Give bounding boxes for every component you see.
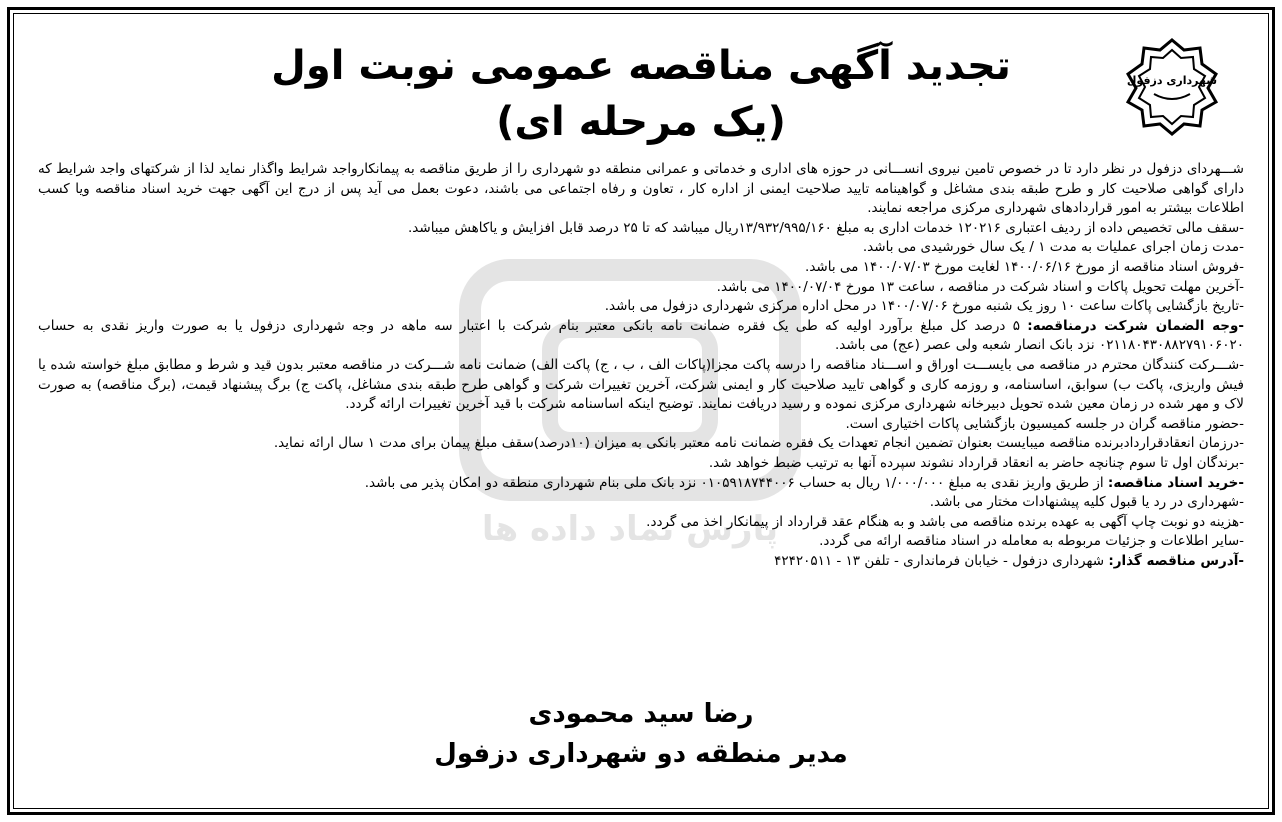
signature-name: رضا سید محمودی [528,699,754,729]
signature-title: مدیر منطقه دو شهرداری دزفول [434,739,848,769]
title-line-1: تجدید آگهی مناقصه عمومی نوبت اول [271,43,1011,89]
list-item: -سقف مالی تخصیص داده از ردیف اعتباری ۱۲۰۲۱۶ خدمات اداری به مبلغ ۱۳/۹۳۲/۹۹۵/۱۶۰ریال میباشد که تا ۲۵ درصد قابل افزایش و یاکاهش میباشد. [408,219,1244,236]
list-item: -خرید اسناد مناقصه: از طریق واریز نقدی به مبلغ ۱/۰۰۰/۰۰۰ ریال به حساب ۰۱۰۵۹۱۸۷۴۴۰۰۶ نزد بانک ملی بنام شهرداری منطقه دو امکان پذیر می باشد. [364,474,1244,491]
list-item: -سایر اطلاعات و جزئیات مربوطه به معامله در اسناد مناقصه ارائه می گردد. [819,533,1244,550]
watermark-text: پارس نماد داده ها [481,509,779,549]
list-item: -شهرداری در رد یا قبول کلیه پیشنهادات مختار می باشد. [929,494,1244,511]
list-item: -مدت زمان اجرای عملیات به مدت ۱ / یک سال خورشیدی می باشد. [862,239,1244,256]
list-item: -هزینه دو نوبت چاپ آگهی به عهده برنده مناقصه می باشد و به هنگام عقد قرارداد از پیمانکار اخذ می گردد. [646,513,1244,530]
list-item: -آخرین مهلت تحویل پاکات و اسناد شرکت در مناقصه ، ساعت ۱۳ مورخ ۱۴۰۰/۰۷/۰۴ می باشد. [716,278,1244,295]
title-line-2: (یک مرحله ای) [496,99,786,145]
list-item: -حضور مناقصه گران در جلسه کمیسیون بازگشایی پاکات اختیاری است. [845,415,1244,432]
list-item: -آدرس مناقصه گذار: شهرداری دزفول - خیابان فرمانداری - تلفن ۱۳ - ۴۲۴۲۰۵۱۱ [774,552,1244,569]
notice-body [38,160,1244,571]
list-item: -وجه الضمان شرکت درمناقصه: ۵ درصد کل مبلغ برآورد اولیه که طی یک فقره ضمانت نامه بانکی معتبر بنام شرکت با اعتبار سه ماهه در وجه شهرداری دزفول یا به صورت واریز نقدی به حساب ۰۲۱۱۸۰۴۳۰۸۸۲۷۹۱۰۶۰۲۰ نزد بانک انصار شعبه ولی عصر (عج) می باشد. [38,317,1244,354]
list-item: -برندگان اول تا سوم چنانچه حاضر به انعقاد قرارداد نشوند سپرده آنها به ترتیب ضبط خواهد شد. [708,454,1244,471]
notice-title [0,38,1282,150]
list-item: -درزمان انعقادقراردادبرنده مناقصه میبایست بعنوان تضمین انجام تعهدات یک فقره ضمانت نامه معتبر بانکی به میزان (۱۰درصد)سقف مبلغ پیمان برای مدت ۱ سال ارائه نماید. [273,435,1244,452]
intro-paragraph: شـــهردای دزفول در نظر دارد تا در خصوص تامین نیروی انســـانی در حوزه های اداری و خدماتی و عمرانی منطقه دو شهرداری را از طریق مناقصه به پیمانکارواجد شرایط واگذار نماید لذا از شرکتهای واجد شرایط که دارای گواهی صلاحیت کار و طرح طبقه بندی مشاغل و گواهینامه تایید صلاحیت ایمنی از اداره کار ، تعاون و رفاه اجتماعی می باشند، دعوت بعمل می آید پس از درج این آگهی جهت خرید اسناد مناقصه ویا کسب اطلاعات بیشتر به امور قراردادهای شهرداری مرکزی مراجعه نمایند. [38,161,1244,217]
logo-text: شهرداری دزفول [1126,74,1218,87]
signature-block [0,694,1282,774]
list-item: -فروش اسناد مناقصه از مورخ ۱۴۰۰/۰۶/۱۶ لغایت مورخ ۱۴۰۰/۰۷/۰۳ می باشد. [805,258,1244,275]
list-item: -تاریخ بازگشایی پاکات ساعت ۱۰ روز یک شنبه مورخ ۱۴۰۰/۰۷/۰۶ در محل اداره مرکزی شهرداری دزفول می باشد. [604,298,1244,315]
list-item: -شـــرکت کنندگان محترم در مناقصه می بایســـت اوراق و اســـناد مناقصه را درسه پاکت مجزا(پاکات الف ، ب ، ج) پاکت الف) ضمانت نامه شـــرکت در مناقصه معتبر بدون قید و شرط و مطابق مبلغ خواسته شده یا فیش واریزی، پاکت ب) سوابق، اساسنامه، و روزمه کاری و گواهی تایید صلاحیت کار و ایمنی شرکت، آخرین تغییرات شرکت و گواهی طرح طبقه بندی مشاغل، پاکت ج) برگ پیشنهاد قیمت، (برگ مناقصه) به صورت لاک و مهر شده در زمان معین شده تحویل دبیرخانه شهرداری مرکزی نموده و رسید دریافت نمایند. توضیح اینکه اساسنامه شرکت با قید آخرین تغییرات ارائه گردد. [38,356,1244,413]
